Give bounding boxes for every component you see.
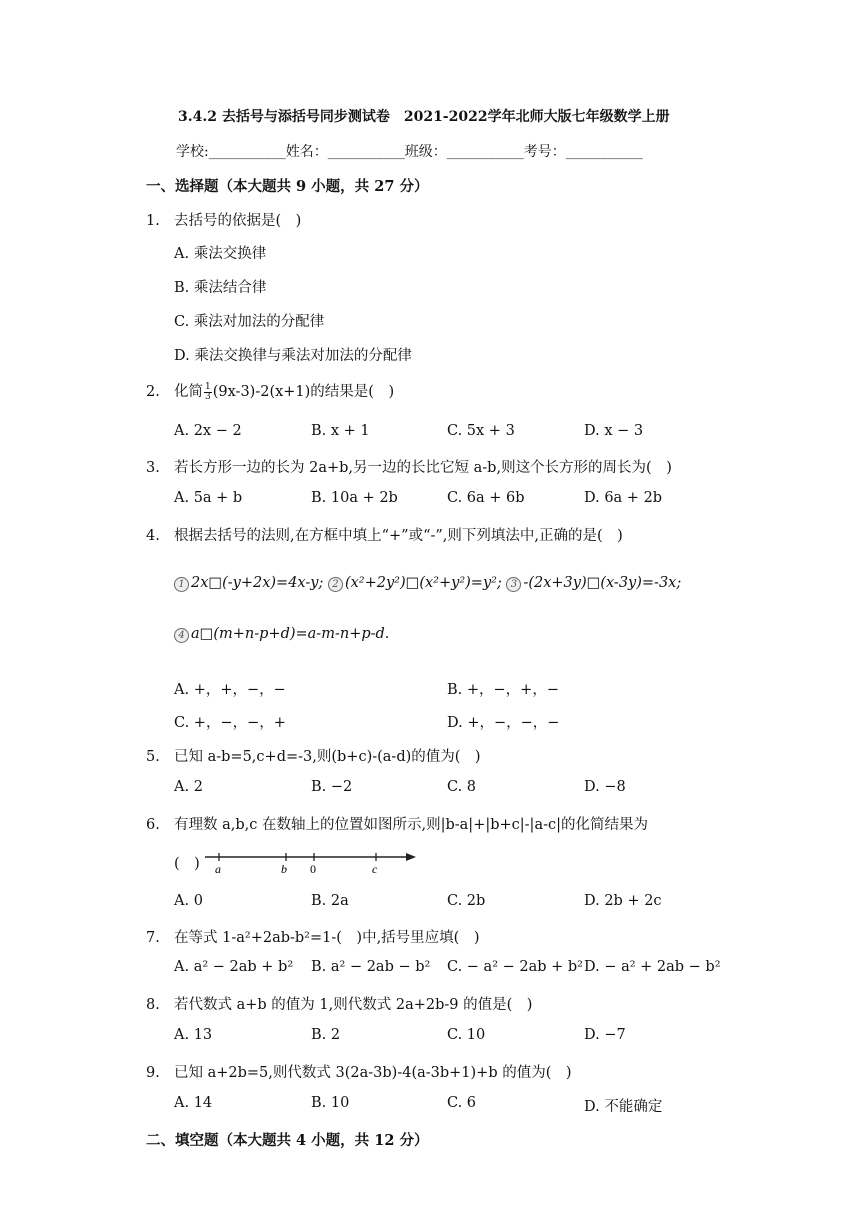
q4-expression-4: a□(m+n-p+d)=a-m-n+p-d. <box>191 626 390 642</box>
question-number: 7. <box>146 930 160 946</box>
question-stem: 若长方形一边的长为 2a+b,另一边的长比它短 a-b,则这个长方形的周长为( ) <box>174 460 672 476</box>
question-stem: 根据去括号的法则,在方框中填上“+”或“-”,则下列填法中,正确的是( ) <box>174 528 623 544</box>
question-number: 8. <box>146 997 160 1013</box>
question-number: 9. <box>146 1065 160 1081</box>
circled-number-icon: 4 <box>174 628 189 643</box>
section-choice-title: 一、选择题（本大题共 9 小题，共 27 分） <box>146 178 429 195</box>
q2-option-c: C. 5x + 3 <box>447 423 515 439</box>
question-number: 4. <box>146 528 160 544</box>
question-stem-pre: 化简 <box>174 384 203 400</box>
q4-option-b: B. +，−，+，− <box>447 682 559 698</box>
q5-option-a: A. 2 <box>174 779 203 795</box>
question-stem: 在等式 1-a²+2ab-b²=1-( )中,括号里应填( ) <box>174 930 480 946</box>
label-c: c <box>372 862 378 876</box>
q8-option-b: B. 2 <box>311 1027 341 1043</box>
q1-option-b: B. 乘法结合律 <box>174 280 267 296</box>
q9-option-b: B. 10 <box>311 1095 350 1111</box>
section-fill-title: 二、填空题（本大题共 4 小题，共 12 分） <box>146 1132 429 1149</box>
question-stem-post: (9x-3)-2(x+1)的结果是( ) <box>212 384 395 400</box>
q3-option-a: A. 5a + b <box>174 490 243 506</box>
q4-expression-1: 2x□(-y+2x)=4x-y; <box>191 575 324 591</box>
label-a: a <box>215 862 221 876</box>
number-line-figure <box>200 846 420 876</box>
question-7 <box>146 926 480 947</box>
q4-expression-3: -(2x+3y)□(x-3y)=-3x; <box>523 575 682 591</box>
question-stem: 已知 a-b=5,c+d=-3,则(b+c)-(a-d)的值为( ) <box>174 749 481 765</box>
circled-number-icon: 2 <box>328 577 343 592</box>
q9-option-a: A. 14 <box>174 1095 213 1111</box>
question-2 <box>146 380 394 402</box>
q5-option-b: B. −2 <box>311 779 353 795</box>
q1-option-d: D. 乘法交换律与乘法对加法的分配律 <box>174 348 412 364</box>
q2-option-a: A. 2x − 2 <box>174 423 242 439</box>
q2-option-b: B. x + 1 <box>311 423 370 439</box>
q1-option-c: C. 乘法对加法的分配律 <box>174 314 325 330</box>
q8-option-a: A. 13 <box>174 1027 213 1043</box>
question-stem: 若代数式 a+b 的值为 1,则代数式 2a+2b-9 的值是( ) <box>174 997 533 1013</box>
q5-option-c: C. 8 <box>447 779 477 795</box>
q4-expression-2: (x²+2y²)□(x²+y²)=y²; <box>344 575 502 591</box>
q4-option-d: D. +，−，−，− <box>447 715 560 731</box>
question-9 <box>146 1061 572 1082</box>
question-number: 6. <box>146 817 160 833</box>
question-3 <box>146 456 672 477</box>
fraction-numerator: 1 <box>205 381 211 392</box>
question-stem: 有理数 a,b,c 在数轴上的位置如图所示,则|b-a|+|b+c|-|a-c|的化简结果为 <box>174 817 648 833</box>
question-number: 2. <box>146 384 160 400</box>
question-1 <box>146 209 301 230</box>
q9-option-d: D. 不能确定 <box>584 1099 663 1115</box>
q3-option-c: C. 6a + 6b <box>447 490 525 506</box>
circled-number-icon: 3 <box>506 577 521 592</box>
q4-option-c: C. +，−，−，+ <box>174 715 286 731</box>
q6-option-b: B. 2a <box>311 893 349 909</box>
question-6 <box>146 813 648 834</box>
fraction-denominator: 3 <box>205 391 211 402</box>
q2-option-d: D. x − 3 <box>584 423 644 439</box>
question-4 <box>146 524 623 545</box>
q4-expressions-line1 <box>174 575 681 592</box>
q8-option-d: D. −7 <box>584 1027 626 1043</box>
q7-option-a: A. a² − 2ab + b² <box>174 959 294 975</box>
q8-option-c: C. 10 <box>447 1027 486 1043</box>
q6-option-d: D. 2b + 2c <box>584 893 662 909</box>
q7-option-b: B. a² − 2ab − b² <box>311 959 431 975</box>
label-zero: 0 <box>310 862 316 876</box>
page-title: 3.4.2 去括号与添括号同步测试卷 2021-2022学年北师大版七年级数学上册 <box>178 109 670 125</box>
q7-option-c: C. − a² − 2ab + b² <box>447 959 583 975</box>
q4-expressions-line2 <box>174 626 389 643</box>
q6-option-a: A. 0 <box>174 893 203 909</box>
q6-answer-paren: ( ) <box>174 856 200 872</box>
label-b: b <box>281 862 287 876</box>
q4-option-a: A. +，+，−，− <box>174 682 286 698</box>
question-stem: 已知 a+2b=5,则代数式 3(2a-3b)-4(a-3b+1)+b 的值为( ) <box>174 1065 572 1081</box>
question-number: 1. <box>146 213 160 229</box>
fraction <box>204 383 212 402</box>
question-5 <box>146 745 481 766</box>
q6-option-c: C. 2b <box>447 893 486 909</box>
number-line-arrow <box>406 853 416 861</box>
circled-number-icon: 1 <box>174 577 189 592</box>
question-number: 5. <box>146 749 160 765</box>
question-8 <box>146 993 532 1014</box>
q7-option-d: D. − a² + 2ab − b² <box>584 959 721 975</box>
q3-option-b: B. 10a + 2b <box>311 490 398 506</box>
q5-option-d: D. −8 <box>584 779 626 795</box>
q3-option-d: D. 6a + 2b <box>584 490 663 506</box>
question-number: 3. <box>146 460 160 476</box>
q1-option-a: A. 乘法交换律 <box>174 246 267 262</box>
q9-option-c: C. 6 <box>447 1095 477 1111</box>
question-stem: 去括号的依据是( ) <box>174 213 302 229</box>
student-info-line: 学校:___________姓名：___________班级：___________考号：___________ <box>176 144 643 160</box>
